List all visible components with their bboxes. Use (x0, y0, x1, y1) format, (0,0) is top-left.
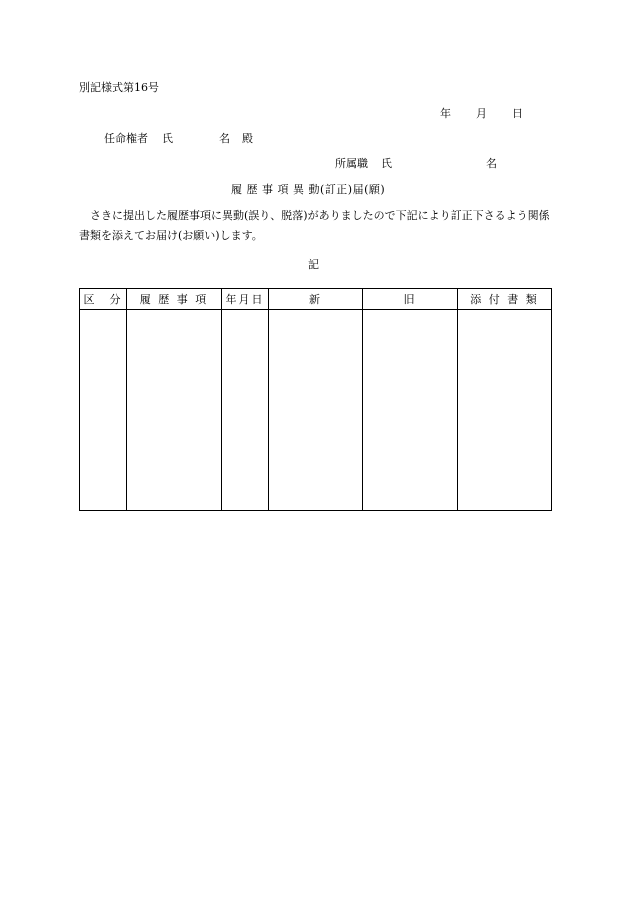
cell-attachments[interactable] (458, 310, 552, 511)
body-paragraph: さきに提出した履歴事項に異動(誤り、脱落)がありましたので下記により訂正下さるよう関係書類を添えてお届け(お願い)します。 (79, 209, 550, 242)
column-header-new: 新 (269, 289, 363, 310)
addressee-name-second: 名 (219, 132, 230, 145)
cell-new[interactable] (269, 310, 363, 511)
applicant-name-second: 名 (486, 157, 497, 170)
ki-heading: 記 (308, 258, 319, 271)
record-table (79, 288, 552, 511)
cell-old[interactable] (363, 310, 458, 511)
applicant-line (335, 157, 497, 171)
column-header-attachments: 添 付 書 類 (458, 289, 552, 310)
addressee-name-first: 氏 (162, 132, 173, 145)
addressee-honorific: 殿 (242, 132, 253, 145)
date-day-label: 日 (512, 107, 523, 120)
column-header-category: 区 分 (80, 289, 127, 310)
appointing-authority-label: 任命権者 (104, 132, 148, 145)
date-year-label: 年 (440, 107, 451, 120)
column-header-old: 旧 (363, 289, 458, 310)
cell-date[interactable] (222, 310, 269, 511)
column-header-date: 年月日 (222, 289, 269, 310)
date-line (440, 107, 523, 121)
applicant-name-first: 氏 (381, 157, 392, 170)
addressee-line (104, 132, 253, 146)
cell-history-item[interactable] (127, 310, 222, 511)
affiliation-label: 所属職 (335, 157, 368, 170)
table-header-row (80, 289, 552, 310)
cell-category[interactable] (80, 310, 127, 511)
table-row (80, 310, 552, 511)
form-number: 別記様式第16号 (79, 81, 159, 94)
document-title: 履 歴 事 項 異 動(訂正)届(願) (231, 183, 386, 196)
date-month-label: 月 (476, 107, 487, 120)
column-header-history-item: 履 歴 事 項 (127, 289, 222, 310)
